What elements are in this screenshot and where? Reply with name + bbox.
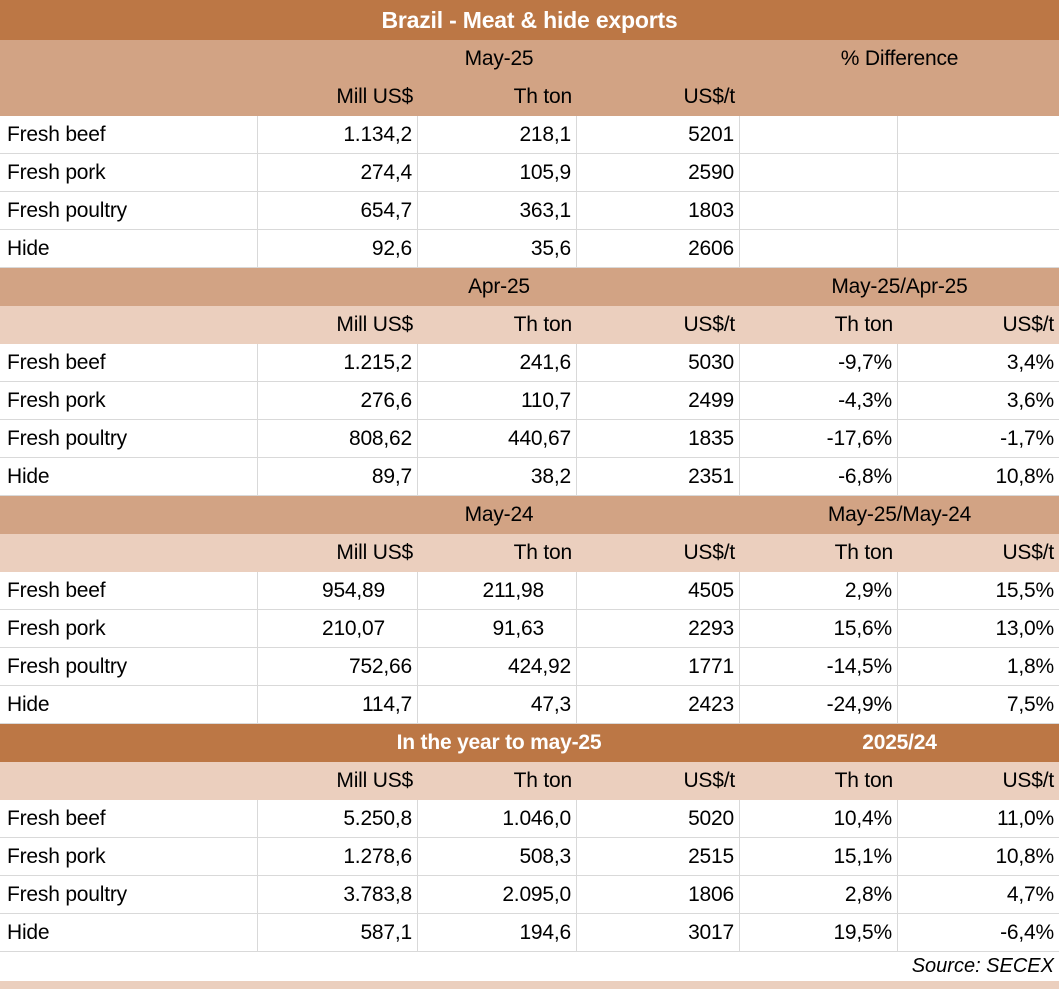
column-header-th-ton: Th ton xyxy=(513,541,572,564)
column-header-diff-th-ton: Th ton xyxy=(834,769,893,792)
cell-th-ton: 91,63 xyxy=(418,610,577,648)
row-label: Fresh pork xyxy=(0,610,258,648)
cell-mill-usd: 1.278,6 xyxy=(258,838,418,876)
cell-usd-per-ton: 4505 xyxy=(577,572,740,610)
row-label: Fresh poultry xyxy=(0,648,258,686)
cell-diff-usd-per-ton xyxy=(898,154,1059,192)
cell-th-ton: 211,98 xyxy=(418,572,577,610)
spacer-cell xyxy=(0,534,258,572)
cell-diff-th-ton xyxy=(740,192,898,230)
cell-diff-usd-per-ton: -1,7% xyxy=(898,420,1059,458)
cell-mill-usd: 274,4 xyxy=(258,154,418,192)
cell-th-ton: 47,3 xyxy=(418,686,577,724)
cell-usd-per-ton: 2423 xyxy=(577,686,740,724)
cell-th-ton: 110,7 xyxy=(418,382,577,420)
cell-usd-per-ton: 2515 xyxy=(577,838,740,876)
cell-diff-th-ton: 15,1% xyxy=(740,838,898,876)
cell-th-ton: 38,2 xyxy=(418,458,577,496)
spacer-cell xyxy=(0,762,258,800)
cell-diff-th-ton: 2,9% xyxy=(740,572,898,610)
column-header-diff-th-ton: Th ton xyxy=(834,541,893,564)
column-header-th-ton: Th ton xyxy=(513,769,572,792)
table-row xyxy=(0,192,1059,230)
cell-mill-usd: 92,6 xyxy=(258,230,418,268)
spacer-cell xyxy=(0,306,258,344)
section-compare-header: May-25/Apr-25 xyxy=(831,275,968,298)
cell-mill-usd: 954,89 xyxy=(258,572,418,610)
cell-mill-usd: 752,66 xyxy=(258,648,418,686)
cell-mill-usd: 1.134,2 xyxy=(258,116,418,154)
cell-usd-per-ton: 1835 xyxy=(577,420,740,458)
bottom-accent-strip xyxy=(0,981,1059,989)
spacer-cell xyxy=(0,78,258,116)
section-compare-header: 2025/24 xyxy=(862,731,937,754)
cell-th-ton: 218,1 xyxy=(418,116,577,154)
column-header-usd-per-ton: US$/t xyxy=(683,85,735,108)
row-label: Fresh beef xyxy=(0,572,258,610)
cell-th-ton: 241,6 xyxy=(418,344,577,382)
cell-diff-usd-per-ton xyxy=(898,192,1059,230)
column-header-usd-per-ton: US$/t xyxy=(683,541,735,564)
row-label: Fresh pork xyxy=(0,382,258,420)
cell-diff-usd-per-ton: 10,8% xyxy=(898,458,1059,496)
table-row xyxy=(0,344,1059,382)
row-label: Fresh pork xyxy=(0,154,258,192)
section1-period-row xyxy=(0,40,1059,78)
cell-diff-usd-per-ton: 1,8% xyxy=(898,648,1059,686)
section-compare-header: % Difference xyxy=(840,47,959,70)
cell-diff-usd-per-ton: 11,0% xyxy=(898,800,1059,838)
section1-column-headers xyxy=(0,78,1059,116)
cell-usd-per-ton: 5020 xyxy=(577,800,740,838)
row-label: Hide xyxy=(0,914,258,952)
section-period-header: May-25 xyxy=(464,47,534,70)
cell-mill-usd: 89,7 xyxy=(258,458,418,496)
cell-mill-usd: 654,7 xyxy=(258,192,418,230)
cell-diff-th-ton: -9,7% xyxy=(740,344,898,382)
column-header-usd-per-ton: US$/t xyxy=(683,313,735,336)
table-row xyxy=(0,420,1059,458)
cell-diff-usd-per-ton: 15,5% xyxy=(898,572,1059,610)
table-row xyxy=(0,572,1059,610)
column-header-diff-usd-per-ton: US$/t xyxy=(1002,769,1054,792)
row-label: Fresh poultry xyxy=(0,192,258,230)
cell-diff-usd-per-ton: 4,7% xyxy=(898,876,1059,914)
section3-period-row xyxy=(0,496,1059,534)
section-compare-header: May-25/May-24 xyxy=(827,503,972,526)
cell-diff-th-ton: 10,4% xyxy=(740,800,898,838)
column-header-mill-usd: Mill US$ xyxy=(336,85,413,108)
cell-diff-th-ton: 19,5% xyxy=(740,914,898,952)
cell-usd-per-ton: 2293 xyxy=(577,610,740,648)
section4-column-headers xyxy=(0,762,1059,800)
table-row xyxy=(0,116,1059,154)
cell-diff-usd-per-ton: 7,5% xyxy=(898,686,1059,724)
spacer-cell xyxy=(0,40,258,78)
table-row xyxy=(0,914,1059,952)
row-label: Hide xyxy=(0,458,258,496)
table-row xyxy=(0,800,1059,838)
column-header-diff-th-ton xyxy=(740,78,898,116)
cell-diff-th-ton: 2,8% xyxy=(740,876,898,914)
column-header-th-ton: Th ton xyxy=(513,85,572,108)
cell-mill-usd: 808,62 xyxy=(258,420,418,458)
cell-th-ton: 424,92 xyxy=(418,648,577,686)
column-header-mill-usd: Mill US$ xyxy=(336,769,413,792)
cell-usd-per-ton: 1771 xyxy=(577,648,740,686)
cell-th-ton: 1.046,0 xyxy=(418,800,577,838)
cell-th-ton: 35,6 xyxy=(418,230,577,268)
cell-usd-per-ton: 5030 xyxy=(577,344,740,382)
table-row xyxy=(0,838,1059,876)
row-label: Fresh pork xyxy=(0,838,258,876)
cell-th-ton: 363,1 xyxy=(418,192,577,230)
cell-mill-usd: 210,07 xyxy=(258,610,418,648)
cell-diff-th-ton xyxy=(740,230,898,268)
cell-diff-usd-per-ton xyxy=(898,230,1059,268)
row-label: Fresh beef xyxy=(0,800,258,838)
column-header-diff-usd-per-ton: US$/t xyxy=(1002,313,1054,336)
column-header-diff-usd-per-ton: US$/t xyxy=(1002,541,1054,564)
column-header-mill-usd: Mill US$ xyxy=(336,313,413,336)
spacer-cell xyxy=(0,724,258,762)
cell-diff-usd-per-ton: 3,6% xyxy=(898,382,1059,420)
cell-diff-th-ton: 15,6% xyxy=(740,610,898,648)
cell-th-ton: 508,3 xyxy=(418,838,577,876)
column-header-mill-usd: Mill US$ xyxy=(336,541,413,564)
row-label: Hide xyxy=(0,686,258,724)
cell-mill-usd: 114,7 xyxy=(258,686,418,724)
cell-diff-th-ton: -14,5% xyxy=(740,648,898,686)
cell-usd-per-ton: 2590 xyxy=(577,154,740,192)
column-header-diff-usd-per-ton xyxy=(898,78,1059,116)
column-header-diff-th-ton: Th ton xyxy=(834,313,893,336)
source-note: Source: SECEX xyxy=(0,952,1059,981)
row-label: Fresh beef xyxy=(0,344,258,382)
section-period-header: Apr-25 xyxy=(468,275,530,298)
spacer-cell xyxy=(0,496,258,534)
cell-usd-per-ton: 1806 xyxy=(577,876,740,914)
table-row xyxy=(0,648,1059,686)
cell-diff-usd-per-ton: 3,4% xyxy=(898,344,1059,382)
table-row xyxy=(0,610,1059,648)
table-title: Brazil - Meat & hide exports xyxy=(0,0,1059,40)
cell-th-ton: 194,6 xyxy=(418,914,577,952)
table-row xyxy=(0,686,1059,724)
cell-mill-usd: 3.783,8 xyxy=(258,876,418,914)
cell-diff-th-ton: -17,6% xyxy=(740,420,898,458)
column-header-th-ton: Th ton xyxy=(513,313,572,336)
cell-diff-th-ton xyxy=(740,116,898,154)
row-label: Hide xyxy=(0,230,258,268)
cell-diff-th-ton: -4,3% xyxy=(740,382,898,420)
cell-diff-usd-per-ton: 13,0% xyxy=(898,610,1059,648)
cell-th-ton: 440,67 xyxy=(418,420,577,458)
table-row xyxy=(0,876,1059,914)
cell-usd-per-ton: 5201 xyxy=(577,116,740,154)
table-row xyxy=(0,230,1059,268)
column-header-usd-per-ton: US$/t xyxy=(683,769,735,792)
section2-period-row xyxy=(0,268,1059,306)
section-period-header: May-24 xyxy=(464,503,534,526)
cell-usd-per-ton: 1803 xyxy=(577,192,740,230)
cell-usd-per-ton: 3017 xyxy=(577,914,740,952)
cell-mill-usd: 276,6 xyxy=(258,382,418,420)
section3-column-headers xyxy=(0,534,1059,572)
row-label: Fresh poultry xyxy=(0,876,258,914)
cell-diff-th-ton: -24,9% xyxy=(740,686,898,724)
row-label: Fresh beef xyxy=(0,116,258,154)
table-row xyxy=(0,154,1059,192)
cell-th-ton: 2.095,0 xyxy=(418,876,577,914)
section-period-header: In the year to may-25 xyxy=(396,731,602,754)
cell-diff-th-ton xyxy=(740,154,898,192)
cell-usd-per-ton: 2606 xyxy=(577,230,740,268)
cell-diff-usd-per-ton: 10,8% xyxy=(898,838,1059,876)
cell-diff-usd-per-ton: -6,4% xyxy=(898,914,1059,952)
cell-mill-usd: 1.215,2 xyxy=(258,344,418,382)
table-row xyxy=(0,382,1059,420)
spacer-cell xyxy=(0,268,258,306)
cell-usd-per-ton: 2499 xyxy=(577,382,740,420)
cell-mill-usd: 5.250,8 xyxy=(258,800,418,838)
table-row xyxy=(0,458,1059,496)
section4-period-row xyxy=(0,724,1059,762)
cell-usd-per-ton: 2351 xyxy=(577,458,740,496)
section2-column-headers xyxy=(0,306,1059,344)
row-label: Fresh poultry xyxy=(0,420,258,458)
cell-diff-th-ton: -6,8% xyxy=(740,458,898,496)
cell-diff-usd-per-ton xyxy=(898,116,1059,154)
cell-th-ton: 105,9 xyxy=(418,154,577,192)
cell-mill-usd: 587,1 xyxy=(258,914,418,952)
